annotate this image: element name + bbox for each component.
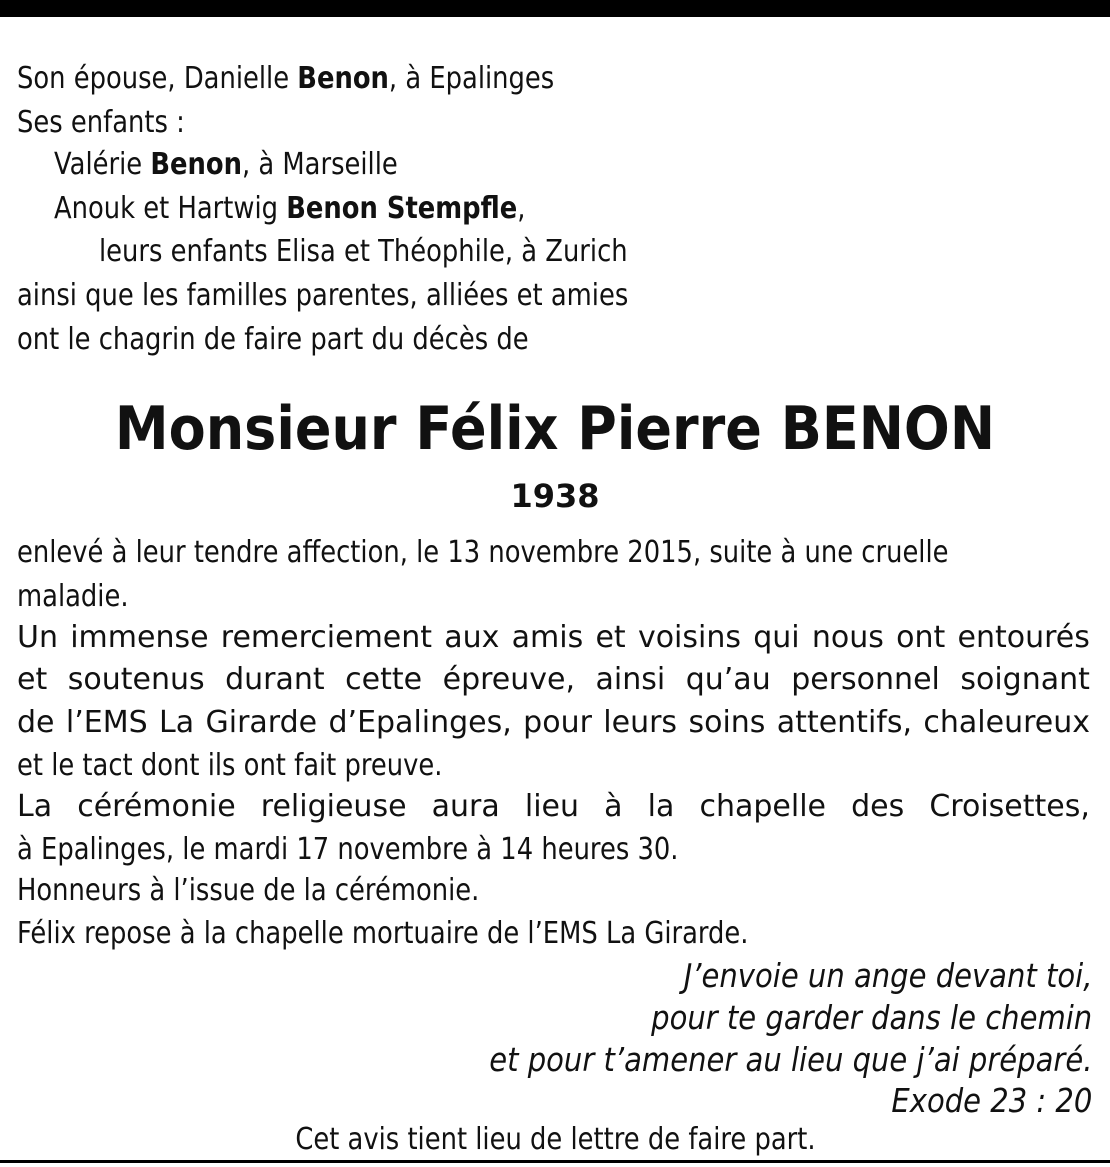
word: personnel bbox=[791, 662, 940, 697]
word: voisins bbox=[637, 620, 741, 655]
body-p2-line3 bbox=[17, 703, 1090, 743]
word: d’Epalinges, bbox=[328, 705, 512, 740]
announcement-line: ont le chagrin de faire part du décès de bbox=[17, 322, 529, 357]
word: amis bbox=[511, 620, 584, 655]
word: l’EMS bbox=[65, 705, 148, 740]
word: pour bbox=[523, 705, 592, 740]
top-rule bbox=[0, 0, 1110, 17]
word: Un bbox=[17, 620, 58, 655]
verse-line-1: J’envoie un ange devant toi, bbox=[683, 956, 1092, 995]
word: religieuse bbox=[260, 789, 407, 824]
word: et bbox=[595, 620, 626, 655]
word: et bbox=[17, 662, 48, 697]
body-p2-line4: et le tact dont ils ont fait preuve. bbox=[17, 748, 443, 783]
body-p3-line2: à Epalinges, le mardi 17 novembre à 14 heures 30. bbox=[17, 832, 679, 867]
word: épreuve, bbox=[442, 662, 576, 697]
word: des bbox=[851, 789, 905, 824]
word: soins bbox=[688, 705, 766, 740]
word: durant bbox=[225, 662, 325, 697]
child-line-1: Valérie Benon, à Marseille bbox=[54, 147, 398, 182]
word: de bbox=[17, 705, 55, 740]
verse-line-3: et pour t’amener au lieu que j’ai préparé. bbox=[488, 1040, 1092, 1079]
word: la bbox=[647, 789, 675, 824]
children-label: Ses enfants : bbox=[17, 105, 185, 140]
word: soutenus bbox=[67, 662, 205, 697]
birth-year: 1938 bbox=[510, 477, 600, 515]
verse-reference: Exode 23 : 20 bbox=[891, 1081, 1092, 1120]
word: aux bbox=[444, 620, 500, 655]
verse-line-2: pour te garder dans le chemin bbox=[650, 998, 1092, 1037]
body-p1-line1: enlevé à leur tendre affection, le 13 novembre 2015, suite à une cruelle bbox=[17, 535, 949, 570]
word: soignant bbox=[960, 662, 1090, 697]
word: La bbox=[159, 705, 195, 740]
word: attentifs, bbox=[776, 705, 913, 740]
word: chaleureux bbox=[923, 705, 1090, 740]
word: La bbox=[17, 789, 53, 824]
word: qui bbox=[753, 620, 800, 655]
word: entourés bbox=[957, 620, 1090, 655]
word: chapelle bbox=[699, 789, 826, 824]
word: aura bbox=[431, 789, 500, 824]
word: qu’au bbox=[685, 662, 771, 697]
child-line-2: Anouk et Hartwig Benon Stempfle, bbox=[54, 191, 526, 226]
word: lieu bbox=[524, 789, 580, 824]
word: immense bbox=[70, 620, 209, 655]
word: cérémonie bbox=[77, 789, 236, 824]
word: à bbox=[604, 789, 623, 824]
body-p1-line2: maladie. bbox=[17, 579, 129, 614]
body-p2-line2 bbox=[17, 660, 1090, 700]
word: Girarde bbox=[205, 705, 318, 740]
grandchildren-line: leurs enfants Elisa et Théophile, à Zurich bbox=[99, 234, 628, 269]
word: leurs bbox=[603, 705, 678, 740]
word: ainsi bbox=[595, 662, 666, 697]
word: remerciement bbox=[220, 620, 433, 655]
body-p4: Honneurs à l’issue de la cérémonie. bbox=[17, 873, 480, 908]
word: cette bbox=[345, 662, 423, 697]
word: ont bbox=[896, 620, 946, 655]
bottom-rule bbox=[0, 1160, 1110, 1163]
wife-line: Son épouse, Danielle Benon, à Epalinges bbox=[17, 61, 555, 96]
footer-notice: Cet avis tient lieu de lettre de faire part. bbox=[294, 1122, 816, 1157]
word: Croisettes, bbox=[929, 789, 1090, 824]
deceased-name: Monsieur Félix Pierre BENON bbox=[114, 394, 996, 464]
word: nous bbox=[811, 620, 884, 655]
families-line: ainsi que les familles parentes, alliées et amies bbox=[17, 278, 629, 313]
body-p2-line1 bbox=[17, 618, 1090, 658]
body-p3-line1 bbox=[17, 787, 1090, 827]
body-p5: Félix repose à la chapelle mortuaire de l’EMS La Girarde. bbox=[17, 916, 749, 951]
